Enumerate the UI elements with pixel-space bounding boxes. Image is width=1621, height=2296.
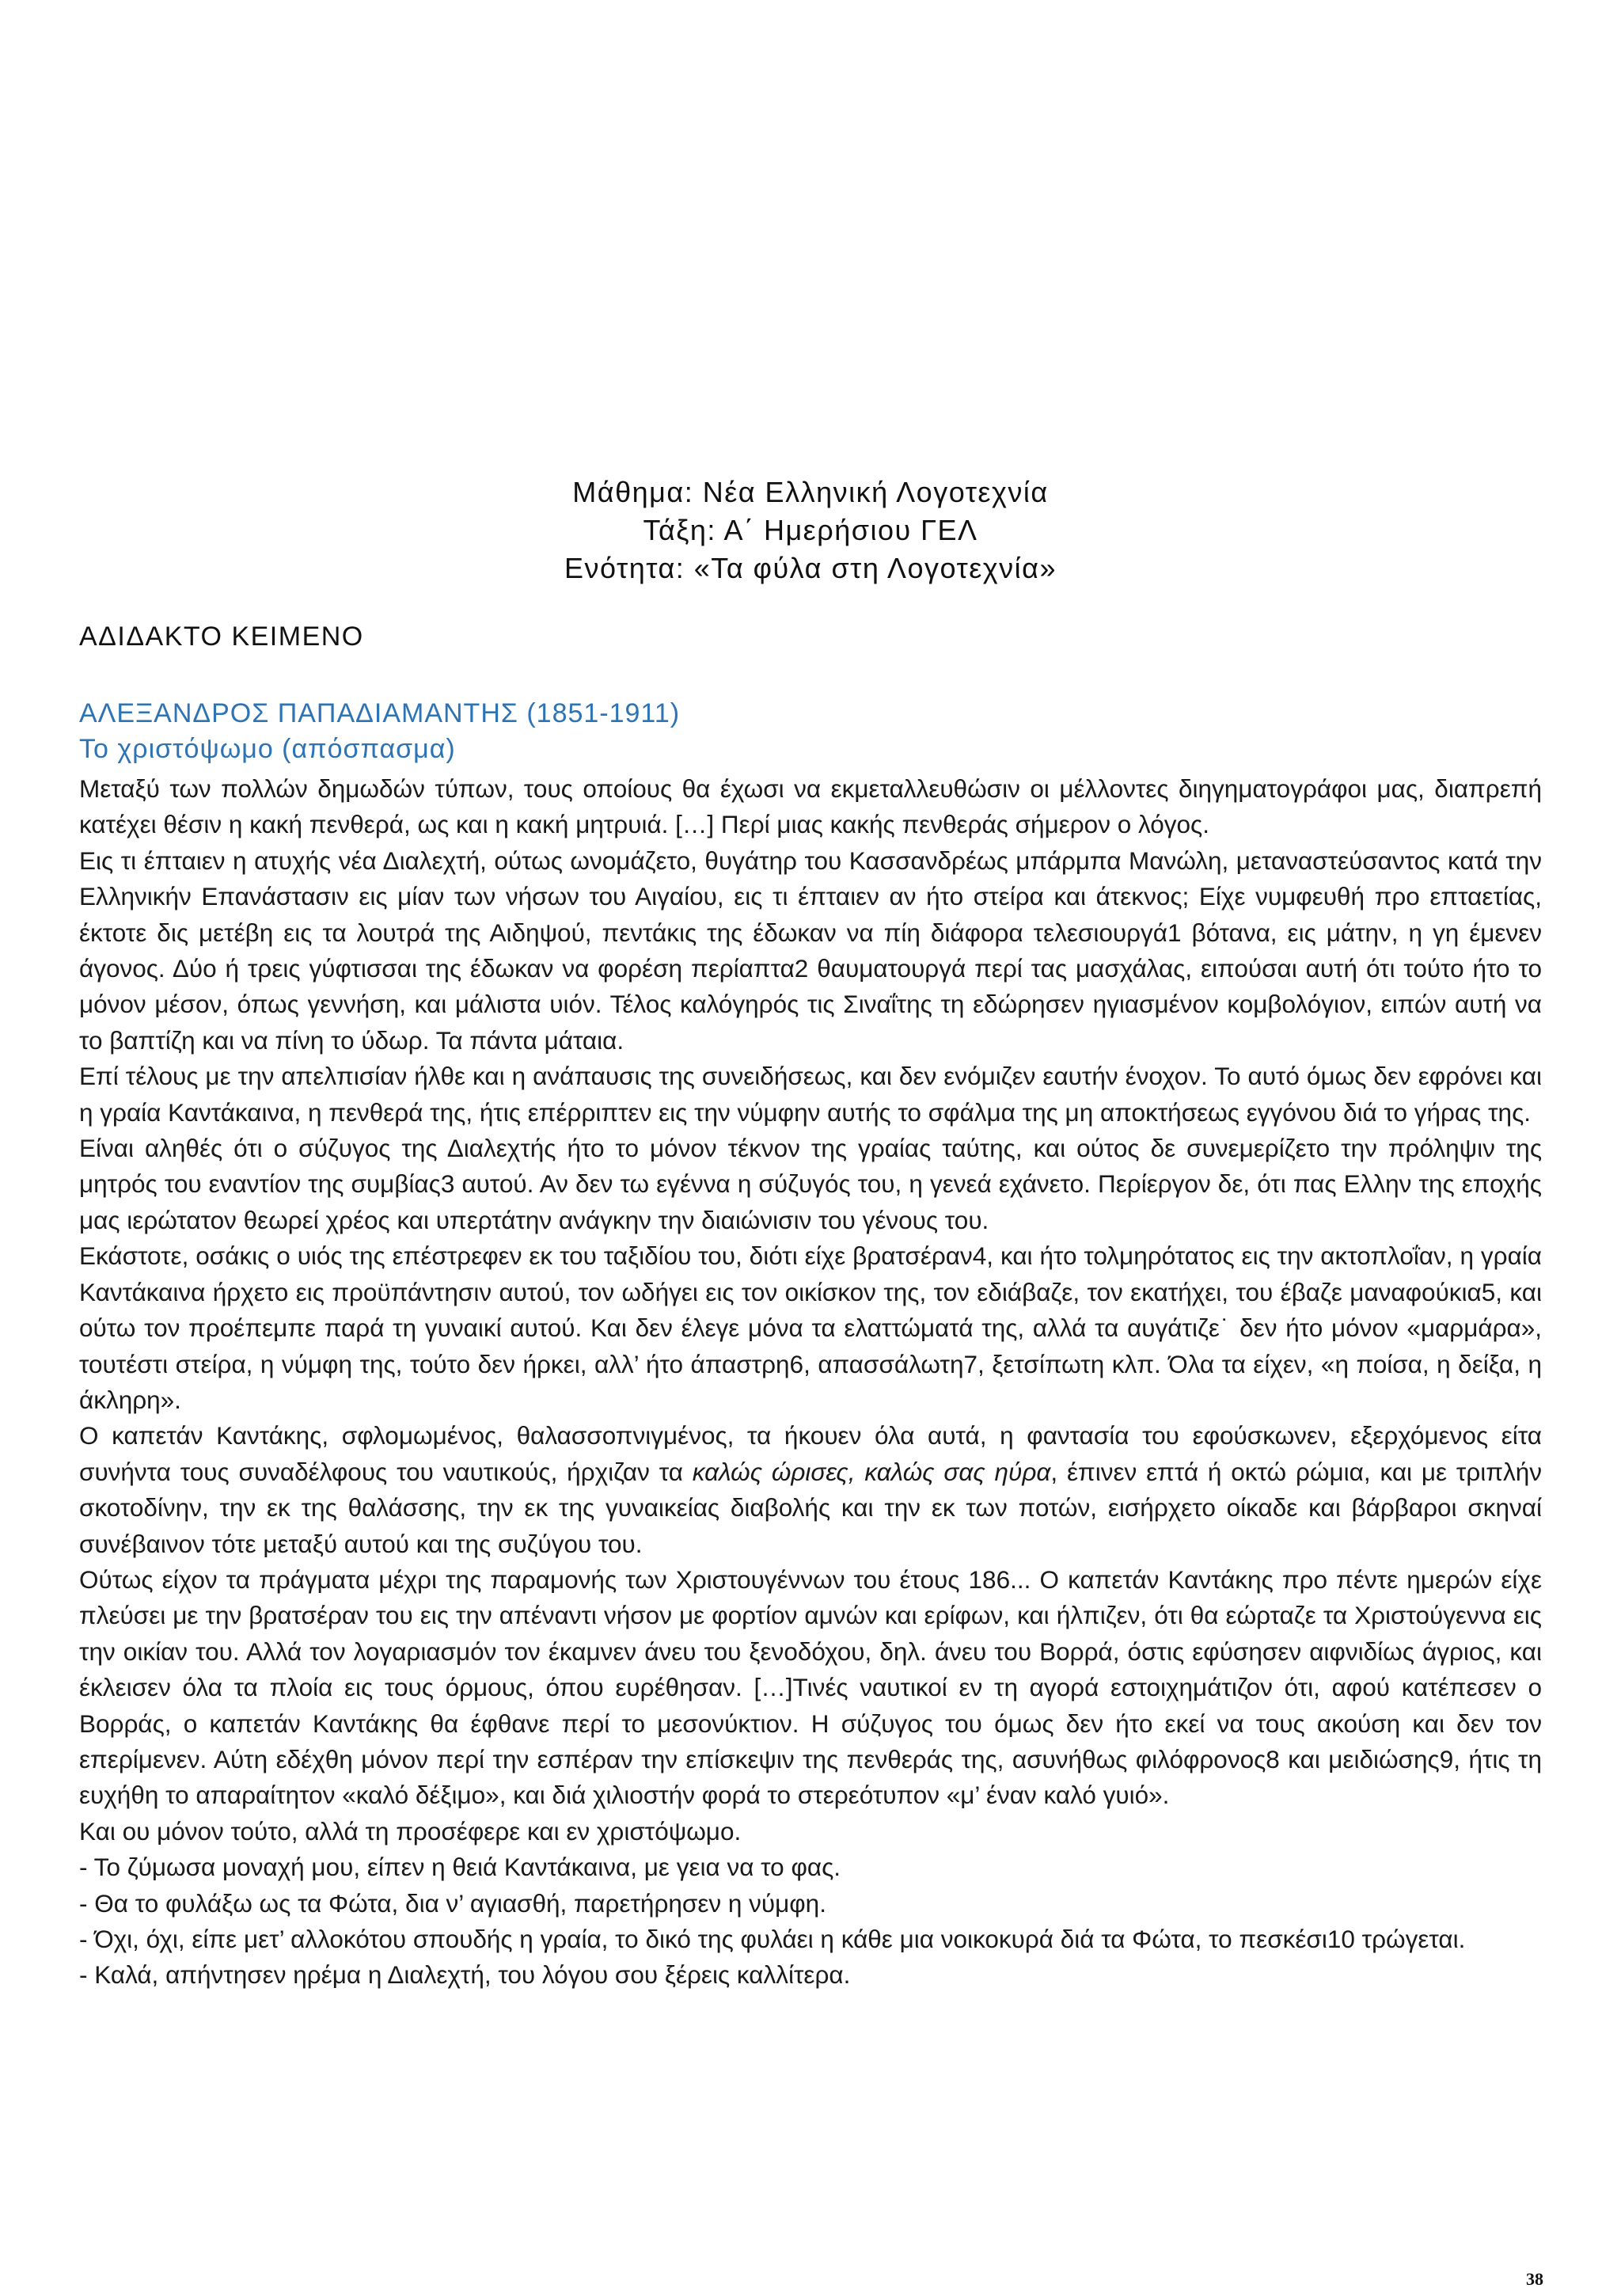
paragraph: Και ου μόνον τούτο, αλλά τη προσέφερε και εν χριστόψωμο. [79,1816,742,1846]
dialogue-line: - Θα το φυλάξω ως τα Φώτα, δια ν’ αγιασθή, παρετήρησεν η νύμφη. [79,1888,826,1918]
paragraph: Επί τέλους με την απελπισίαν ήλθε και η ανάπαυσις της συνειδήσεως, και δεν ενόμιζεν εαυτήν ένοχον. Το αυτό όμως δεν εφρόνει και η γραία Καντάκαινα, η πενθερά της, ήτις επέρριπτεν εις την νύμφην αυτής το σφάλμα της μη αποκτήσεως εγγόνου διά το γήρας της. [79,1062,1542,1127]
dialogue-line: - Το ζύμωσα μοναχή μου, είπεν η θειά Καντάκαινα, με γεια να το φας. [79,1853,841,1882]
italic-phrase: καλώς ώρισες, καλώς σας ηύρα [692,1457,1051,1486]
author-heading: ΑΛΕΞΑΝΔΡΟΣ ΠΑΠΑΔΙΑΜΑΝΤΗΣ (1851-1911) [79,698,681,728]
paragraph-text: , έπινεν επτά ή οκτώ ρώμια, και με τριπλήν σκοτοδίνην, την εκ της θαλάσσης, την εκ της γυναικείας διαβολής και την εκ των ποτών, εισήρχετο οίκαδε και βάρβαροι σκηναί συνέβαινον τότε μεταξύ αυτού και της συζύγου του. [79,1457,1543,1558]
dialogue-line: - Όχι, όχι, είπε μετ’ αλλοκότου σπουδής η γραία, το δικό της φυλάει η κάθε μια νοικοκυρά διά τα Φώτα, το πεσκέσι10 τρώγεται. [79,1925,1466,1953]
paragraph: Ούτως είχον τα πράγματα μέχρι της παραμονής των Χριστουγέννων του έτους 186... Ο καπετάν Καντάκης προ πέντε ημερών είχε πλεύσει με την βρατσέραν του εις την απέναντι νήσον με φορτίον αμνών και ερίφων, και ήλπιζεν, ότι θα εώρταζε τα Χριστούγεννα εις την οικίαν του. Αλλά τον λογαριασμόν τον έκαμνεν άνευ του ξενοδόχου, δηλ. άνευ του Βορρά, όστις εφύσησεν αιφνιδίως άγριος, και έκλεισεν όλα τα πλοία εις τους όρμους, όπου ευρέθησαν. […]Τινές ναυτικοί εν τη αγορά εστοιχημάτιζον ότι, αφού κατέπεσεν ο Βορράς, ο καπετάν Καντάκης θα έφθανε περί το μεσονύκτιον. Η σύζυγος του όμως δεν ήτο εκεί να τους ακούση και δεν τον επερίμενεν. Αύτη εδέχθη μόνον περί την εσπέραν την επίσκεψιν της πενθεράς της, ασυνήθως φιλόφρονος8 και μειδιώσης9, ήτις τη ευχήθη το απαραίτητον «καλό δέξιμο», και διά χιλιοστήν φορά το στερεότυπον «μ’ έναν καλό γυιό». [79,1564,1542,1810]
paragraph: Είναι αληθές ότι ο σύζυγος της Διαλεχτής ήτο το μόνον τέκνον της γραίας ταύτης, και ούτος δε συνεμερίζετο την πρόληψιν της μητρός του εναντίον της συμβίας3 αυτού. Αν δεν τω εγέννα η σύζυγός του, η γενεά εχάνετο. Περίεργον δε, ότι πας Ελλην της εποχής μας ιερώτατον θεωρεί χρέος και υπερτάτην ανάγκην την διαιώνισιν του γένους του. [79,1134,1542,1234]
section-label: ΑΔΙΔΑΚΤΟ ΚΕΙΜΕΝΟ [79,622,364,652]
course-unit: Ενότητα: «Τα φύλα στη Λογοτεχνία» [564,552,1057,584]
course-class: Τάξη: Α΄ Ημερήσιου ΓΕΛ [643,514,978,546]
excerpt-body [79,771,1542,1994]
dialogue-line: - Καλά, απήντησεν ηρέμα η Διαλεχτή, του λόγου σου ξέρεις καλλίτερα. [79,1960,851,1990]
page-number: 38 [1526,2269,1543,2289]
paragraph [79,1418,1542,1562]
work-title: Το χριστόψωμο (απόσπασμα) [79,734,456,764]
paragraph: Μεταξύ των πολλών δημωδών τύπων, τους οποίους θα έχωσι να εκμεταλλευθώσιν οι μέλλοντες διηγηματογράφοι μας, διαπρεπή κατέχει θέσιν η κακή πενθερά, ως και η κακή μητρυιά. […] Περί μιας κακής πενθεράς σήμερον ο λόγος. [79,774,1542,839]
paragraph: Εις τι έπταιεν η ατυχής νέα Διαλεχτή, ούτως ωνομάζετο, θυγάτηρ του Κασσανδρέως μπάρμπα Μανώλη, μεταναστεύσαντος κατά την Ελληνικήν Επανάστασιν εις μίαν των νήσων του Αιγαίου, εις τι έπταιεν αν ήτο στείρα και άτεκνος; Είχε νυμφευθή προ επταετίας, έκτοτε δις μετέβη εις τα λουτρά της Αιδηψού, πεντάκις της έδωκαν να πίη διάφορα τελεσιουργά1 βότανα, εις μάτην, η γη έμενεν άγονος. Δύο ή τρεις γύφτισσαι της έδωκαν να φορέση περίαπτα2 θαυματουργά περί τας μασχάλας, ειπούσαι αυτή ότι τούτο ήτο το μόνον μέσον, όπως γεννήση, και μάλιστα υιόν. Τέλος καλόγηρός τις Σιναΐτης τη εδώρησεν ηγιασμένον κομβολόγιον, ειπών αυτή να το βαπτίζη και να πίνη το ύδωρ. Τα πάντα μάταια. [79,846,1542,1055]
paragraph-text: Ο καπετάν Καντάκης, σφλομωμένος, θαλασσοπνιγμένος, τα ήκουεν όλα αυτά, η φαντασία του εφούσκωνεν, εξερχόμενος είτα συνήντα τους συναδέλφους του ναυτικούς, ήρχιζαν τα [79,1421,1542,1486]
paragraph: Εκάστοτε, οσάκις ο υιός της επέστρεφεν εκ του ταξιδίου του, διότι είχε βρατσέραν4, και ήτο τολμηρότατος εις την ακτοπλοΐαν, η γραία Καντάκαινα ήρχετο εις προϋπάντησιν αυτού, τον ωδήγει εις τον οικίσκον της, τον εδιάβαζε, τον εκατήχει, του έβαζε μαναφούκια5, και ούτω τον προέπεμπε παρά τη γυναικί αυτού. Και δεν έλεγε μόνα τα ελαττώματά της, αλλά τα αυγάτιζε˙ δεν ήτο μόνον «μαρμάρα», τουτέστι στείρα, η νύμφη της, τούτο δεν ήρκει, αλλ’ ήτο άπαστρη6, απασσάλωτη7, ξετσίπωτη κλπ. Όλα τα είχεν, «η ποίσα, η δείξα, η άκληρη». [79,1241,1542,1414]
course-subject: Μάθημα: Νέα Ελληνική Λογοτεχνία [572,476,1049,508]
course-header [0,473,1621,587]
